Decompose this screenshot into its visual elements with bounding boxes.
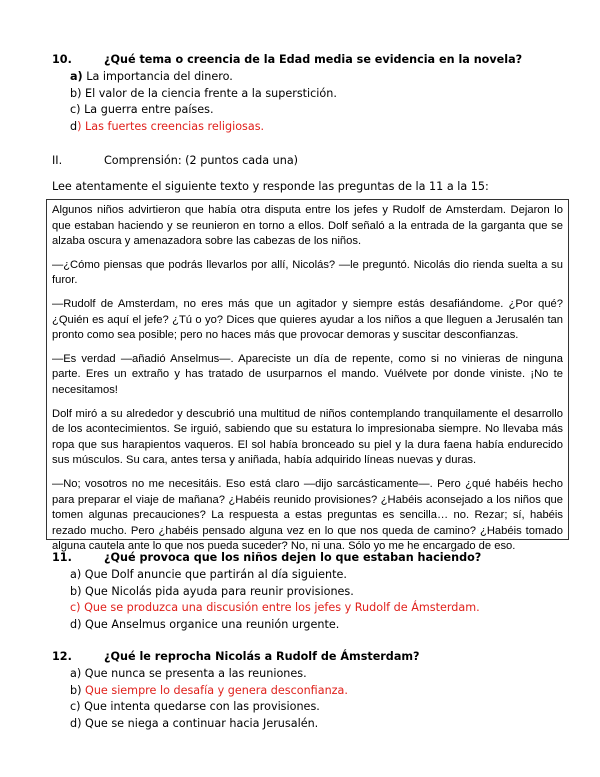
q10-option-d-answer: ) Las fuertes creencias religiosas. (77, 120, 265, 133)
question-11 (52, 551, 481, 564)
question-11-text: ¿Qué provoca que los niños dejen lo que estaban haciendo? (104, 551, 482, 564)
question-10-number: 10. (52, 53, 72, 66)
question-12 (52, 650, 420, 663)
q11-option-c-answer: c) Que se produzca una discusión entre los jefes y Rudolf de Ámsterdam. (70, 601, 480, 614)
q12-option-a: a) Que nunca se presenta a las reuniones. (70, 667, 307, 680)
q10-option-c: c) La guerra entre países. (70, 103, 214, 116)
q12-option-c: c) Que intenta quedarse con las provisiones. (70, 700, 320, 713)
passage-paragraph: —Es verdad —añadió Anselmus—. Apareciste un día de repente, como si no vinieras de ninguna parte. Eres un extraño y has tratado de usurparnos el mando. Vuélvete por donde viniste. ¡No te necesitamos! (52, 352, 563, 396)
q12-option-b-answer: Que siempre lo desafía y genera desconfianza. (85, 684, 348, 697)
question-12-text: ¿Qué le reprocha Nicolás a Rudolf de Ámsterdam? (104, 650, 420, 663)
q11-option-d: d) Que Anselmus organice una reunión urgente. (70, 618, 340, 631)
passage-paragraph: —Rudolf de Amsterdam, no eres más que un agitador y siempre estás desafiándome. ¿Por qué? ¿Quién es aquí el jefe? ¿Tú o yo? Dices que quieres ayudar a los niños a que lleguen a Jerusalén tan pronto como sea posible; pero no haces más que provocar demoras y suscitar desconfianzas. (52, 297, 563, 342)
q10-option-b: b) El valor de la ciencia frente a la superstición. (70, 87, 337, 100)
passage-paragraph: Algunos niños advirtieron que había otra disputa entre los jefes y Rudolf de Amsterdam. Dejaron lo que estaban haciendo y se reunieron en torno a ellos. Dolf señaló a la entrada de la garganta que se alzaba oscura y amenazadora sobre las cabezas de los niños. (52, 204, 563, 248)
q10-option-d (70, 120, 264, 133)
section-numeral: II. (52, 154, 63, 167)
question-11-number: 11. (52, 551, 72, 564)
q12-option-b-letter: b) (70, 684, 86, 697)
passage-paragraph: —¿Cómo piensas que podrás llevarlos por allí, Nicolás? —le preguntó. Nicolás dio rienda suelta a su furor. (52, 258, 563, 287)
question-10 (52, 53, 522, 66)
section-title: Comprensión: (2 puntos cada una) (104, 154, 299, 167)
section-heading (52, 154, 298, 167)
q10-option-a-text: La importancia del dinero. (82, 70, 233, 83)
q10-option-d-letter: d (70, 120, 78, 133)
q12-option-d: d) Que se niega a continuar hacia Jerusalén. (70, 717, 319, 730)
q11-option-b: b) Que Nicolás pida ayuda para reunir provisiones. (70, 585, 354, 598)
q10-option-a-letter: a) (70, 70, 83, 83)
q12-option-b (70, 684, 348, 697)
question-12-number: 12. (52, 650, 72, 663)
question-10-text: ¿Qué tema o creencia de la Edad media se evidencia en la novela? (104, 53, 523, 66)
section-instruction: Lee atentamente el siguiente texto y responde las preguntas de la 11 a la 15: (52, 180, 489, 193)
passage-paragraph: Dolf miró a su alrededor y descubrió una multitud de niños contemplando tranquilamente el desarrollo de los acontecimientos. Se irguió, sabiendo que su estatura lo impresionaba siempre. No llevaba más ropa que sus harapientos vaqueros. El sol había bronceado su piel y la dura faena había endurecido sus músculos. Su cara, antes tersa y aniñada, había adquirido líneas nuevas y duras. (52, 407, 563, 467)
passage-paragraph: —No; vosotros no me necesitáis. Eso está claro —dijo sarcásticamente—. Pero ¿qué habéis hecho para preparar el viaje de mañana? ¿Habéis reunido provisiones? ¿Habéis aconsejado a los niños que tomen algunas precauciones? La respuesta a estas preguntas es sencilla… no. Rezar; sí, habéis rezado mucho. Pero ¿habéis pensado alguna vez en lo que nos queda de camino? ¿Habéis tomado alguna cautela ante lo que nos pueda suceder? No, ni una. Sólo yo me he encargado de eso. (52, 477, 563, 553)
reading-passage (46, 199, 569, 553)
q10-option-a (70, 70, 233, 83)
q11-option-a: a) Que Dolf anuncie que partirán al día siguiente. (70, 568, 347, 581)
